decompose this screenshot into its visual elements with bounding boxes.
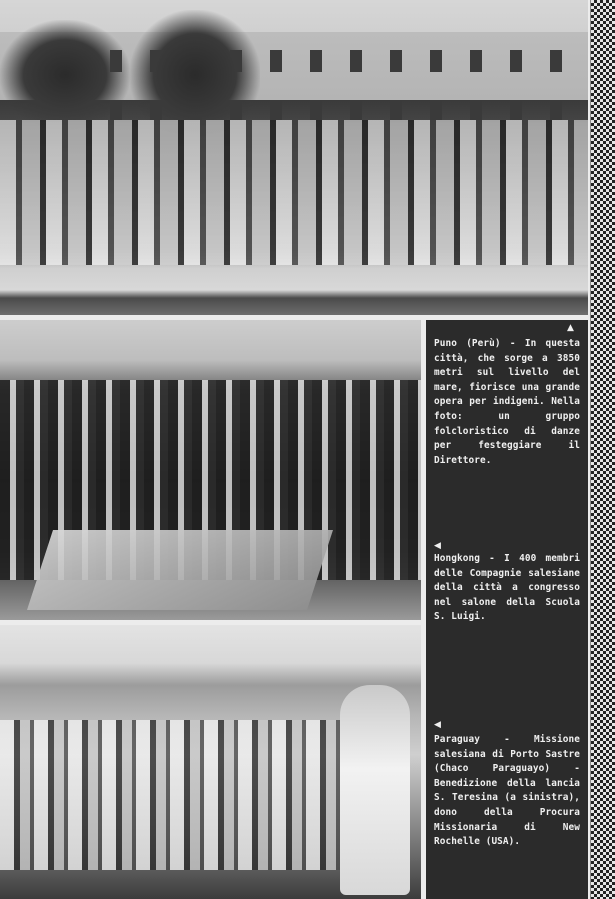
front-table [27,530,333,610]
photo-puno-folk-dancers [0,0,588,315]
caption-puno: Puno (Perù) - In questa città, che sorge a 3850 metri sul livello del mare, fiorisce una grande opera per indigeni. Nella foto: un gruppo folcloristico di danze per festeggiare il Direttore. [434,338,580,466]
arrow-left-icon: ◀ [434,541,441,551]
checkered-border [590,0,615,899]
caption-paraguay: Paraguay - Missione salesiana di Porto Sastre (Chaco Paraguayo) - Benedizione della lancia S. Teresina (a sinistra), dono della Procura Missionaria di New Rochelle (USA). [434,734,580,848]
tree-left [0,20,130,130]
children-group [0,720,340,870]
arrow-left-icon: ◀ [434,720,441,730]
caption-panel [426,320,588,899]
arrow-up-icon: ▲ [567,323,574,333]
photo-paraguay-mission [0,625,421,899]
priest-figure [340,685,410,895]
dancers-group [0,120,588,265]
photo-hongkong-congress [0,320,421,620]
caption-hongkong: Hongkong - I 400 membri delle Compagnie salesiane della città a congresso nel salone della Scuola S. Luigi. [434,553,580,623]
